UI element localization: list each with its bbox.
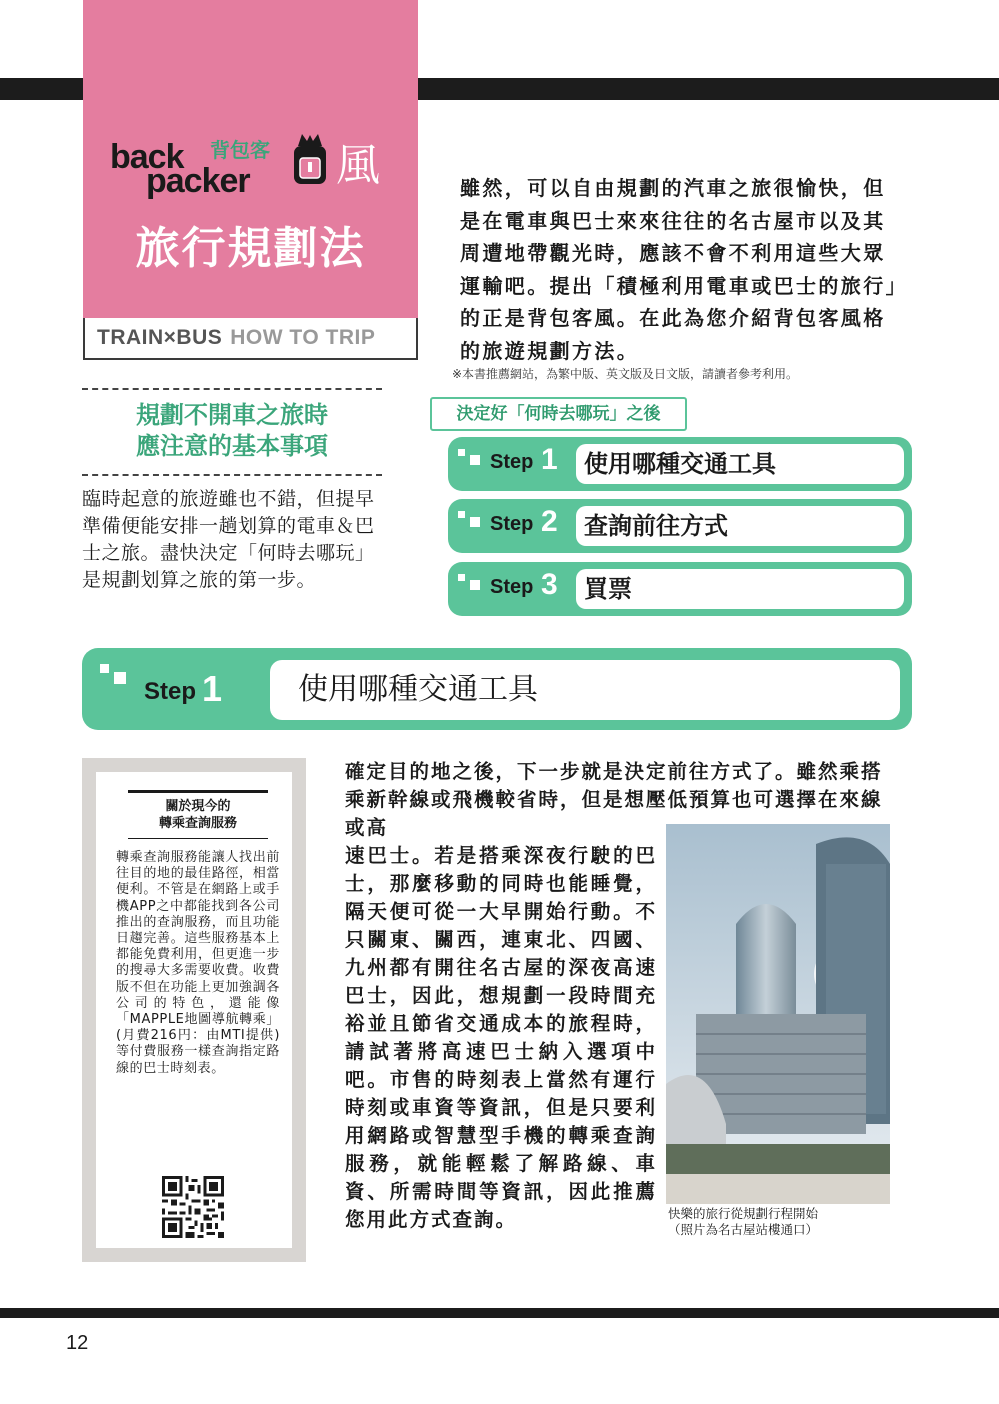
logo-packer-text: packer xyxy=(146,162,250,200)
dashed-divider-bottom xyxy=(82,474,382,476)
main-paragraph-wide: 確定目的地之後，下一步就是決定前往方式了。雖然乘搭乘新幹線或飛機較省時，但是想壓低預算也可選擇在來線或高 xyxy=(345,760,883,839)
train-bus-banner xyxy=(83,318,418,360)
basics-heading-line2: 應注意的基本事項 xyxy=(136,432,328,460)
backpack-icon xyxy=(290,132,330,188)
decided-tag: 決定好「何時去哪玩」之後 xyxy=(430,397,687,431)
page-number: 12 xyxy=(66,1332,89,1354)
bottom-bar xyxy=(0,1308,999,1318)
section-step-banner xyxy=(82,648,912,730)
sidebar-rule-bottom xyxy=(128,838,268,839)
sidebar-rule-top xyxy=(128,790,268,793)
step-word: Step xyxy=(490,451,534,473)
basics-paragraph: 臨時起意的旅遊雖也不錯，但提早準備便能安排一趟划算的電車＆巴士之旅。盡快決定「何時去哪玩」是規劃划算之旅的第一步。 xyxy=(82,488,375,591)
logo-back-text: back xyxy=(110,138,184,176)
step-number: 1 xyxy=(541,443,558,476)
sidebar-title xyxy=(116,798,280,832)
dashed-divider-top xyxy=(82,388,382,390)
logo-cjk-text: 背包客 xyxy=(210,138,270,162)
how-to-trip-label: HOW TO TRIP xyxy=(230,326,376,349)
photo-caption-line2: （照片為名古屋站樓通口） xyxy=(668,1222,819,1237)
step-pill-3 xyxy=(448,562,912,616)
step-word: Step xyxy=(490,576,534,598)
logo-kaze-text: 風 xyxy=(336,140,380,191)
basics-heading-line1: 規劃不開車之旅時 xyxy=(136,401,328,429)
step-label: 買票 xyxy=(576,569,904,609)
backpacker-logo xyxy=(110,140,410,210)
step-pill-2 xyxy=(448,499,912,553)
sidebar-title-line1: 關於現今的 xyxy=(165,799,231,814)
photo-caption-line1: 快樂的旅行從規劃行程開始 xyxy=(668,1206,819,1221)
qr-code-icon[interactable] xyxy=(162,1176,224,1238)
step-marker-icon xyxy=(470,455,480,465)
step-pill-1 xyxy=(448,437,912,491)
step-marker-icon xyxy=(458,574,465,581)
intro-paragraph: 雖然，可以自由規劃的汽車之旅很愉快，但是在電車與巴士來來往往的名古屋市以及其周遭地帶觀光時，應該不會不利用這些大眾運輸吧。提出「積極利用電車或巴士的旅行」的正是背包客風。在此為您介紹背包客風格的旅遊規劃方法。 xyxy=(460,176,898,363)
train-bus-text xyxy=(97,326,375,350)
basics-heading xyxy=(82,400,382,462)
section-step-number: 1 xyxy=(202,668,223,709)
section-title: 使用哪種交通工具 xyxy=(270,660,900,720)
nagoya-station-photo xyxy=(666,824,890,1204)
step-number: 3 xyxy=(541,568,558,601)
step-label: 使用哪種交通工具 xyxy=(576,444,904,484)
main-paragraph-narrow: 速巴士。若是搭乘深夜行駛的巴士，那麼移動的同時也能睡覺，隔天便可從一大早開始行動。不只關東、關西，連東北、四國、九州都有開往名古屋的深夜高速巴士，因此，想規劃一段時間充裕並且節省交通成本的旅程時，請試著將高速巴士納入選項中吧。市售的時刻表上當然有運行時刻或車資等資訊，但是只要利用網路或智慧型手機的轉乘查詢服務，就能輕鬆了解路線、車資、所需時間等資訊，因此推薦您用此方式查詢。 xyxy=(345,844,657,1231)
step-marker-icon xyxy=(114,672,126,684)
page-title: 旅行規劃法 xyxy=(135,223,366,274)
step-marker-icon xyxy=(470,517,480,527)
sidebar-inner xyxy=(96,772,292,1248)
step-label: 查詢前往方式 xyxy=(576,506,904,546)
train-bus-label: TRAIN×BUS xyxy=(97,326,223,349)
step-marker-icon xyxy=(458,511,465,518)
website-note: ※本書推薦網站，為繁中版、英文版及日文版，請讀者參考利用。 xyxy=(452,367,799,381)
sidebar-title-line2: 轉乘查詢服務 xyxy=(158,816,237,831)
step-number: 2 xyxy=(541,505,558,538)
sidebar-box xyxy=(82,758,306,1262)
photo-caption xyxy=(668,1206,818,1238)
step-marker-icon xyxy=(100,664,109,673)
sidebar-body: 轉乘查詢服務能讓人找出前往目的地的最佳路徑，相當便利。不管是在網路上或手機APP之中都能找到各公司推出的查詢服務，而且功能日趨完善。這些服務基本上都能免費利用，但更進一步的搜尋大多需要收費。收費版不但在功能上更加強調各公司的特色，還能像「MAPPLE地圖導航轉乘」(月費216円：由MTI提供)等付費服務一樣查詢指定路線的巴士時刻表。 xyxy=(116,850,280,1076)
step-marker-icon xyxy=(458,449,465,456)
step-word: Step xyxy=(490,513,534,535)
section-step-word: Step xyxy=(144,678,197,705)
step-marker-icon xyxy=(470,580,480,590)
